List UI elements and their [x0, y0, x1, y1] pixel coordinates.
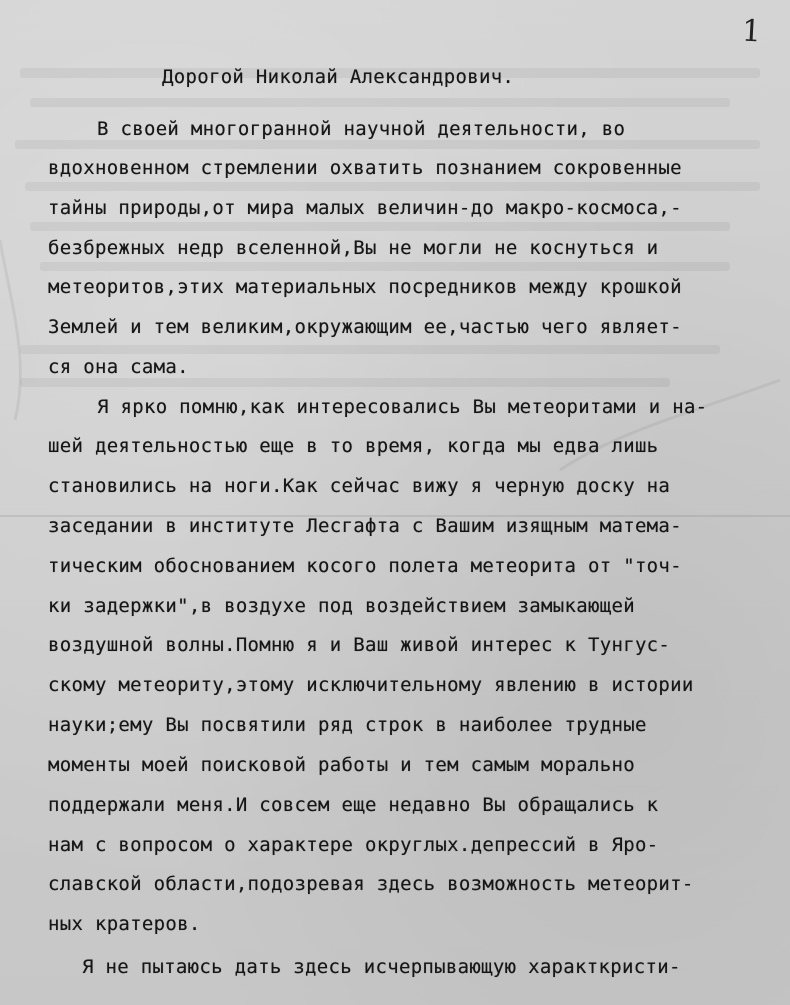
text-line: метеоритов,этих материальных посредников между крошкой: [48, 276, 682, 298]
text-line: славской области,подозревая здесь возможность метеорит-: [48, 873, 694, 895]
text-line: Землей и тем великим,окружающим ее,частью чего являет-: [48, 316, 682, 338]
text-line: науки;ему Вы посвятили ряд строк в наиболее трудные: [48, 714, 647, 736]
text-line: тайны природы,от мира малых величин-до макро-космоса,-: [48, 197, 682, 219]
text-line: тическим обоснованием косого полета метеорита от "точ-: [48, 555, 682, 577]
text-line: шей деятельностью еще в то время, когда мы едва лишь: [48, 435, 659, 457]
salutation: Дорогой Николай Александрович.: [162, 66, 515, 88]
text-line: становились на ноги.Как сейчас вижу я черную доску на: [48, 475, 671, 497]
text-line: заседании в институте Лесгафта с Вашим изящным матема-: [48, 515, 682, 537]
text-line: ных кратеров.: [48, 913, 201, 935]
text-line: поддержали меня.И совсем еще недавно Вы обращались к: [48, 794, 659, 816]
text-line: воздушной волны.Помню я и Ваш живой интерес к Тунгус-: [48, 634, 671, 656]
text-line: нам с вопросом о характере округлых.депрессий в Яро-: [48, 834, 659, 856]
text-line: В своей многогранной научной деятельности, во: [97, 118, 626, 140]
text-line: безбрежных недр вселенной,Вы не могли не коснуться и: [48, 237, 659, 259]
text-line: Я не пытаюсь дать здесь исчерпывающую характкристи-: [82, 956, 681, 978]
text-line: моменты моей поисковой работы и тем самым морально: [48, 754, 635, 776]
text-line: ки задержки",в воздухе под воздействием замыкающей: [48, 595, 635, 617]
text-line: Я ярко помню,как интересовались Вы метеоритами и на-: [97, 396, 708, 418]
page-number: 1: [741, 13, 762, 50]
text-line: скому метеориту,этому исключительному явлению в истории: [48, 674, 694, 696]
text-line: ся она сама.: [48, 356, 189, 378]
text-line: вдохновенном стремлении охватить познанием сокровенные: [48, 157, 682, 179]
